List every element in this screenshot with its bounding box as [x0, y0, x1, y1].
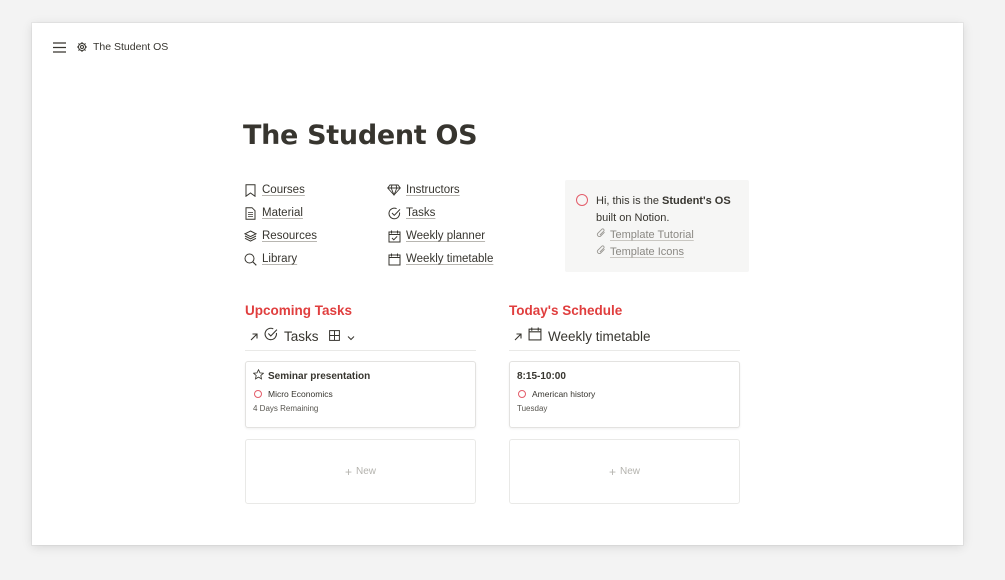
gallery-view-icon[interactable]: [329, 328, 340, 346]
callout-bold: Student's OS: [662, 195, 731, 207]
paperclip-icon: [596, 244, 606, 261]
search-icon: [243, 252, 257, 266]
link-label: Resources: [262, 230, 317, 242]
diamond-icon: [387, 183, 401, 197]
nav-column-2: [387, 181, 565, 268]
todays-schedule-section: [509, 301, 740, 504]
course-name: American history: [532, 389, 596, 399]
plus-icon: +: [344, 464, 352, 479]
bookmark-icon: [243, 183, 257, 197]
link-weekly-timetable[interactable]: [387, 250, 565, 268]
course-property: [253, 388, 468, 400]
circle-icon: [254, 390, 262, 398]
days-remaining: 4 Days Remaining: [253, 404, 319, 413]
circle-icon: [576, 194, 588, 206]
callout-text: [596, 193, 731, 262]
card-title: [253, 369, 468, 383]
view-title[interactable]: Weekly timetable: [548, 329, 651, 344]
layers-icon: [243, 229, 257, 243]
link-tasks[interactable]: [387, 204, 565, 222]
link-material[interactable]: [243, 204, 387, 222]
card-title-text: Seminar presentation: [268, 370, 371, 382]
calendar-icon: [387, 252, 401, 266]
upcoming-tasks-section: [245, 301, 476, 504]
linked-view-header: [509, 327, 740, 351]
callout-line-1: [596, 193, 731, 210]
section-heading: Today's Schedule: [509, 303, 623, 318]
new-label: New: [356, 466, 377, 477]
document-icon: [243, 206, 257, 220]
breadcrumb[interactable]: [76, 41, 168, 53]
new-item-button[interactable]: [509, 439, 740, 504]
arrow-up-right-icon[interactable]: [512, 331, 524, 343]
link-label: Weekly planner: [406, 230, 486, 242]
link-label: Courses: [262, 184, 305, 196]
paperclip-icon: [596, 227, 606, 244]
link-label: Weekly timetable: [406, 253, 494, 265]
schedule-card[interactable]: [509, 361, 740, 428]
check-circle-icon: [387, 206, 401, 220]
new-label: New: [620, 466, 641, 477]
callout-line-2: built on Notion.: [596, 212, 670, 224]
notion-window: [32, 23, 963, 545]
link-library[interactable]: [243, 250, 387, 268]
gear-icon: [76, 41, 88, 53]
nav-links: [243, 181, 565, 268]
page-content: [243, 119, 763, 479]
arrow-up-right-icon[interactable]: [248, 331, 260, 343]
link-courses[interactable]: [243, 181, 387, 199]
link-label: Template Icons: [610, 246, 684, 258]
breadcrumb-label: The Student OS: [93, 41, 169, 53]
star-icon: [253, 369, 264, 383]
link-resources[interactable]: [243, 227, 387, 245]
course-property: [517, 388, 732, 400]
view-title[interactable]: Tasks: [284, 329, 319, 344]
link-label: Material: [262, 207, 303, 219]
card-title: 8:15-10:00: [517, 370, 566, 382]
day-of-week: Tuesday: [517, 404, 548, 413]
link-label: Library: [262, 253, 298, 265]
link-label: Template Tutorial: [610, 229, 694, 241]
chevron-down-icon[interactable]: [347, 328, 355, 346]
hamburger-menu-icon[interactable]: [52, 40, 66, 54]
section-heading: Upcoming Tasks: [245, 303, 353, 318]
task-card[interactable]: [245, 361, 476, 428]
course-name: Micro Economics: [268, 389, 333, 399]
info-callout: [565, 180, 749, 272]
calendar-check-icon: [387, 229, 401, 243]
link-label: Tasks: [406, 207, 436, 219]
link-weekly-planner[interactable]: [387, 227, 565, 245]
template-tutorial-link[interactable]: [596, 227, 731, 244]
page-title: The Student OS: [243, 120, 478, 151]
callout-prefix: Hi, this is the: [596, 195, 663, 207]
template-icons-link[interactable]: [596, 244, 731, 261]
linked-view-header: [245, 327, 476, 351]
link-label: Instructors: [406, 184, 460, 196]
circle-icon: [518, 390, 526, 398]
link-instructors[interactable]: [387, 181, 565, 199]
plus-icon: +: [608, 464, 616, 479]
check-circle-icon: [264, 327, 278, 346]
new-item-button[interactable]: [245, 439, 476, 504]
nav-column-1: [243, 181, 387, 268]
calendar-icon: [528, 327, 542, 346]
top-bar: [52, 38, 168, 56]
